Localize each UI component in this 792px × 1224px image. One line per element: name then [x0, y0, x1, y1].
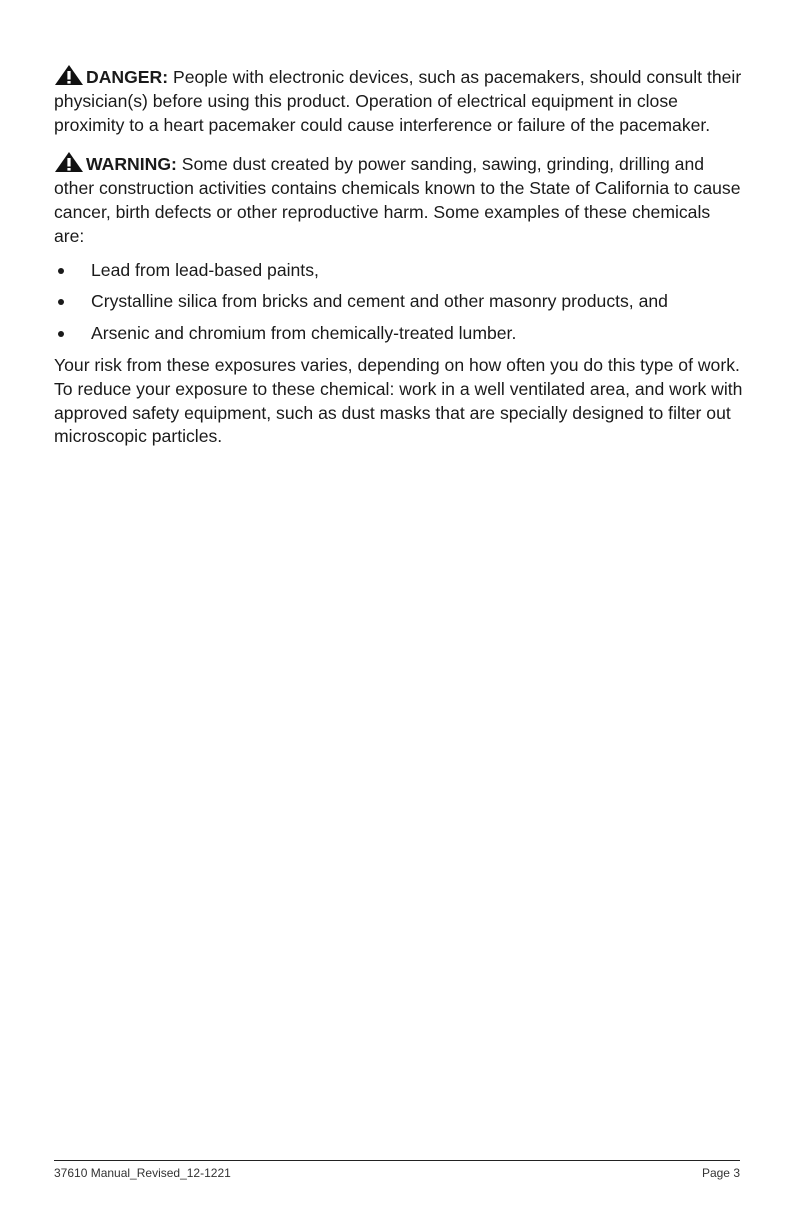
warning-text: Some dust created by power sanding, sawing, grinding, drilling and other construction activities contains chemicals known to the State of California to cause cancer, birth defects or other reproductive harm. Some examples of these chemicals are: — [54, 154, 741, 246]
list-item — [54, 290, 744, 314]
list-item — [54, 259, 744, 283]
bullet-icon — [58, 268, 64, 274]
page-footer — [54, 1160, 740, 1180]
list-item-text: Arsenic and chromium from chemically-treated lumber. — [91, 323, 517, 344]
warning-triangle-icon — [54, 64, 84, 86]
danger-notice — [54, 64, 744, 137]
list-item-text: Lead from lead-based paints, — [91, 259, 319, 280]
footer-page-number: Page 3 — [701, 1166, 740, 1180]
list-item — [54, 322, 744, 346]
danger-text: People with electronic devices, such as pacemakers, should consult their physician(s) before using this product. Operation of electrical equipment in close proximity to a heart pacemaker could cause interference or failure of the pacemaker. — [54, 67, 742, 135]
closing-paragraph: Your risk from these exposures varies, depending on how often you do this type of work. To reduce your exposure to these chemical: work in a well ventilated area, and work with approved safety equipment, such as dust masks that are specially designed to filter out microscopic particles. — [54, 354, 743, 447]
warning-notice — [54, 151, 744, 248]
chemical-list — [54, 259, 744, 346]
bullet-icon — [58, 331, 64, 337]
warning-label: WARNING: — [86, 154, 177, 175]
page-content — [54, 64, 744, 459]
danger-label: DANGER: — [86, 67, 169, 87]
list-item-text: Crystalline silica from bricks and cement and other masonry products, and — [91, 291, 668, 312]
warning-triangle-icon — [54, 151, 84, 173]
bullet-icon — [58, 299, 64, 305]
footer-doc-id: 37610 Manual_Revised_12-1221 — [54, 1166, 231, 1180]
